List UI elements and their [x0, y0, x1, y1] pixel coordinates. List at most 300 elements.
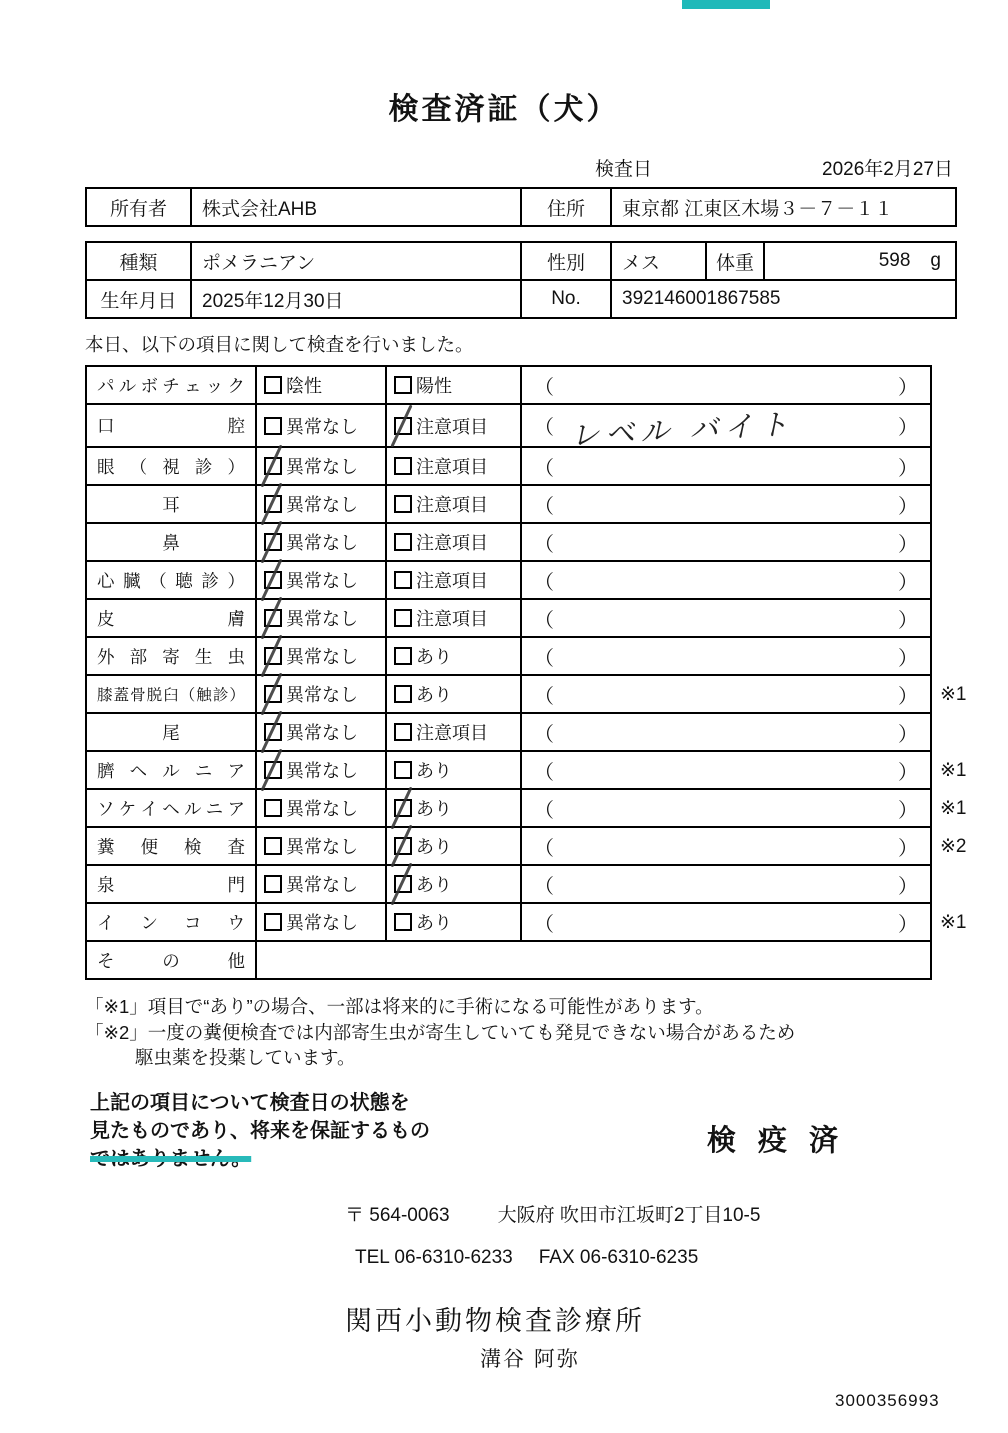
clinic-fax: FAX 06-6310-6235 [538, 1246, 699, 1268]
footnote-mark [931, 637, 976, 675]
paren-close: ） [898, 376, 918, 399]
exam-item-name [86, 485, 256, 523]
checkbox-label: 異常なし [286, 723, 358, 743]
checkbox [394, 376, 412, 394]
paren-close: ） [898, 723, 918, 746]
exam-row [86, 713, 976, 751]
exam-table-body [86, 366, 976, 979]
exam-item-name [86, 637, 256, 675]
exam-comment-cell [521, 561, 931, 599]
checkbox [264, 875, 282, 893]
exam-comment-cell [521, 865, 931, 903]
checkbox [394, 685, 412, 703]
exam-item-label [97, 910, 245, 935]
exam-item-label [97, 492, 245, 517]
clinic-address-line [345, 1200, 1008, 1227]
exam-item-name [86, 523, 256, 561]
exam-item-name [86, 751, 256, 789]
owner-table [85, 187, 957, 227]
exam-date-row [595, 154, 953, 181]
item-char: の [162, 950, 180, 971]
footnote-mark [931, 941, 976, 979]
checkbox-label: 注意項目 [416, 533, 488, 553]
item-char: ボ [140, 375, 158, 396]
breed-label: 種類 [86, 242, 191, 280]
exam-option-first [256, 561, 386, 599]
exam-option-second [386, 637, 521, 675]
paren-inner [534, 676, 918, 712]
paren-inner [534, 790, 918, 826]
weight-label: 体重 [706, 242, 764, 280]
exam-item-name [86, 447, 256, 485]
exam-item-label [97, 644, 245, 669]
exam-item-label [97, 834, 245, 859]
item-char: 尾 [162, 722, 180, 743]
checkbox [394, 495, 412, 513]
item-char: ヘ [162, 798, 180, 819]
footnote-mark: ※1 [940, 797, 967, 819]
exam-option-first [256, 789, 386, 827]
checkbox-label: 注意項目 [416, 416, 488, 437]
item-char: パ [97, 375, 115, 396]
checkbox [394, 913, 412, 931]
paren-inner [534, 638, 918, 674]
footnote-mark [931, 404, 976, 447]
item-char: 骨 [130, 687, 146, 704]
checkbox [264, 495, 282, 513]
checkbox [264, 457, 282, 475]
item-char: 膚 [227, 608, 245, 629]
exam-item-label [97, 720, 245, 745]
item-char: ニ [205, 798, 224, 819]
paren-inner [534, 714, 918, 750]
item-char: 糞 [97, 836, 115, 857]
checkbox-label: あり [416, 913, 452, 933]
item-char: 虫 [227, 646, 245, 667]
clinic-address: 大阪府 吹田市江坂町2丁目10-5 [497, 1204, 761, 1226]
exam-option-second [386, 447, 521, 485]
footnote-mark: ※1 [940, 911, 967, 933]
owner-value: 株式会社AHB [191, 188, 521, 226]
exam-option-first [256, 637, 386, 675]
exam-option-first [256, 903, 386, 941]
footnote-mark [931, 713, 976, 751]
exam-option-second [386, 789, 521, 827]
birth-row [86, 280, 956, 318]
breed-row [86, 242, 956, 280]
paren-close: ） [898, 875, 918, 898]
birth-label: 生年月日 [86, 280, 191, 318]
birth-value: 2025年12月30日 [191, 280, 521, 318]
exam-comment-cell [521, 789, 931, 827]
exam-comment-cell [521, 637, 931, 675]
checkbox-label: 異常なし [286, 875, 358, 895]
checkbox [264, 571, 282, 589]
item-char: イ [97, 912, 115, 933]
exam-option-first [256, 865, 386, 903]
exam-item-label [97, 606, 245, 631]
exam-item-name [86, 865, 256, 903]
item-char: 便 [140, 836, 158, 857]
exam-option-second [386, 903, 521, 941]
exam-row [86, 827, 976, 865]
intro-text: 本日、以下の項目に関して検査を行いました。 [85, 334, 474, 355]
footnote-mark [931, 599, 976, 637]
item-char: 臍 [97, 760, 115, 781]
footnote-mark [931, 523, 976, 561]
checkbox [394, 609, 412, 627]
checkbox-label: 異常なし [286, 647, 358, 667]
checkbox-label: あり [416, 799, 452, 819]
footnote-mark [931, 561, 976, 599]
checkbox-label: 注意項目 [416, 457, 488, 477]
sex-label: 性別 [521, 242, 611, 280]
item-char: ン [140, 912, 158, 933]
item-char: 部 [129, 646, 148, 667]
checkbox-label: 陰性 [286, 376, 322, 396]
id-number-label: No. [521, 280, 611, 318]
paren-open: （ [534, 761, 554, 784]
breed-value: ポメラニアン [191, 242, 521, 280]
footnote-mark [931, 485, 976, 523]
paren-open: （ [534, 376, 554, 399]
exam-option-second [386, 827, 521, 865]
paren-close: ） [898, 457, 918, 480]
exam-row [86, 523, 976, 561]
paren-close: ） [898, 761, 918, 784]
exam-option-second [386, 865, 521, 903]
exam-item-name [86, 713, 256, 751]
paren-close: ） [898, 495, 918, 518]
exam-comment-cell [521, 675, 931, 713]
exam-option-second [386, 599, 521, 637]
paren-open: （ [534, 571, 554, 594]
weight-unit: g [930, 250, 941, 271]
checkbox-label: 注意項目 [416, 495, 488, 515]
item-char: ケ [118, 798, 137, 819]
item-char: 臼 [163, 687, 179, 704]
exam-row [86, 789, 976, 827]
disclaimer-line-1: 上記の項目について検査日の状態を [90, 1091, 410, 1114]
exam-comment-cell [521, 404, 931, 453]
exam-comment-cell [521, 713, 931, 751]
item-char: ） [227, 456, 245, 477]
item-char: 検 [184, 836, 202, 857]
item-char: （ [129, 456, 148, 477]
item-char: 診 [201, 570, 219, 591]
item-char: 診 [212, 687, 229, 704]
paren-close: ） [898, 571, 918, 594]
dog-info-table [85, 241, 957, 319]
paren-open: （ [534, 913, 554, 936]
checkbox [394, 571, 412, 589]
handwritten-check-mark [260, 483, 282, 526]
paren-close: ） [898, 799, 918, 822]
exam-item-label [97, 530, 245, 555]
footnote-mark [931, 366, 976, 404]
paren-open: （ [534, 875, 554, 898]
checkbox [264, 417, 282, 435]
disclaimer-line-3-highlighted: ではありません。 [90, 1148, 252, 1171]
checkbox [264, 533, 282, 551]
item-char: 鼻 [162, 532, 180, 553]
exam-item-label [97, 796, 245, 821]
exam-option-second [386, 751, 521, 789]
paren-inner [534, 752, 918, 788]
handwritten-check-mark [390, 825, 412, 868]
disclaimer-statement [90, 1089, 950, 1174]
item-char: ソ [97, 798, 115, 819]
item-char: 生 [194, 646, 213, 667]
exam-row [86, 404, 976, 447]
item-char: 寄 [162, 646, 180, 667]
handwritten-check-mark [260, 635, 282, 678]
checkbox-label: 異常なし [286, 913, 358, 933]
paren-open: （ [534, 723, 554, 746]
item-char: 臓 [123, 570, 141, 591]
exam-option-first [256, 827, 386, 865]
exam-comment-cell [521, 599, 931, 637]
weight-number: 598 [878, 250, 911, 271]
paren-open: （ [534, 609, 554, 632]
checkbox-label: 陽性 [416, 376, 452, 396]
checkbox [394, 417, 412, 435]
paren-open: （ [534, 457, 554, 480]
exam-row [86, 447, 976, 485]
checkbox [264, 799, 282, 817]
handwritten-check-mark [260, 749, 282, 792]
exam-option-first [256, 751, 386, 789]
veterinarian-name: 溝谷 阿弥 [480, 1347, 580, 1371]
paren-open: （ [534, 417, 554, 439]
checkbox-label: あり [416, 837, 452, 857]
item-char: （ [179, 687, 196, 704]
address-label: 住所 [521, 188, 611, 226]
exam-option-first [256, 675, 386, 713]
footnote-mark: ※1 [940, 683, 967, 705]
exam-option-first [256, 599, 386, 637]
item-char: 触 [196, 687, 212, 704]
exam-option-second [386, 523, 521, 561]
paren-inner [534, 828, 918, 864]
exam-option-second [386, 713, 521, 751]
paren-inner [534, 405, 918, 453]
item-char: 他 [227, 950, 245, 971]
item-char: 膝 [97, 687, 113, 704]
footnotes [85, 994, 1008, 1071]
item-char: 泉 [97, 874, 115, 895]
checkbox-label: 異常なし [286, 416, 358, 437]
exam-option-second [386, 675, 521, 713]
exam-item-name [86, 404, 256, 447]
exam-option-first [256, 447, 386, 485]
exam-item-name [86, 789, 256, 827]
exam-row [86, 599, 976, 637]
checkbox-label: 異常なし [286, 799, 358, 819]
exam-item-label [97, 454, 245, 479]
checkbox [394, 799, 412, 817]
paren-inner [534, 600, 918, 636]
checkbox-label: 異常なし [286, 761, 358, 781]
footnote-mark [931, 447, 976, 485]
item-char: ヘ [129, 760, 148, 781]
exam-item-label [97, 413, 245, 438]
item-char: 心 [97, 570, 115, 591]
exam-comment-cell [521, 903, 931, 941]
paren-open: （ [534, 685, 554, 708]
disclaimer-line-2: 見たものであり、将来を保証するもの [90, 1119, 430, 1142]
checkbox [264, 609, 282, 627]
paren-inner [534, 562, 918, 598]
paren-close: ） [898, 609, 918, 632]
paren-open: （ [534, 799, 554, 822]
item-char: チ [162, 375, 180, 396]
handwritten-check-mark [260, 673, 282, 716]
checkbox-label: 注意項目 [416, 609, 488, 629]
item-char: 門 [227, 874, 245, 895]
item-char: そ [97, 950, 115, 971]
item-char: ア [227, 760, 245, 781]
item-char: 査 [227, 836, 245, 857]
owner-row [86, 188, 956, 226]
handwritten-check-mark [390, 863, 412, 906]
exam-row [86, 561, 976, 599]
paren-close: ） [898, 837, 918, 860]
exam-item-label [97, 948, 245, 973]
checkbox [394, 457, 412, 475]
exam-date-label: 検査日 [595, 159, 653, 180]
paren-open: （ [534, 647, 554, 670]
paren-close: ） [898, 913, 918, 936]
exam-row [86, 865, 976, 903]
item-char: （ [149, 570, 167, 591]
item-char: ） [227, 570, 245, 591]
checkbox [394, 875, 412, 893]
scanner-teal-mark [682, 0, 770, 9]
item-char: ア [227, 798, 245, 819]
item-char: 視 [162, 456, 180, 477]
exam-item-label [97, 758, 245, 783]
item-char: 蓋 [113, 687, 130, 704]
paren-open: （ [534, 533, 554, 556]
exam-item-name [86, 675, 256, 713]
checkbox [264, 837, 282, 855]
item-char: ェ [184, 375, 202, 396]
item-char: 外 [97, 646, 115, 667]
item-char: 腔 [227, 416, 245, 436]
paren-inner [534, 486, 918, 522]
item-char: ク [227, 375, 245, 396]
checkbox-label: あり [416, 647, 452, 667]
item-char: 耳 [162, 494, 180, 515]
item-char: ウ [227, 912, 245, 933]
exam-option-second [386, 561, 521, 599]
exam-row [86, 751, 976, 789]
item-char: 皮 [97, 608, 115, 629]
handwritten-check-mark [390, 787, 412, 830]
owner-label: 所有者 [86, 188, 191, 226]
clinic-contact-line [355, 1247, 1008, 1269]
handwritten-check-mark [390, 404, 412, 447]
checkbox-label: 異常なし [286, 685, 358, 705]
checkbox [264, 913, 282, 931]
paren-open: （ [534, 495, 554, 518]
exam-row [86, 903, 976, 941]
exam-comment-cell [521, 827, 931, 865]
item-char: コ [184, 912, 202, 933]
exam-option-first [256, 485, 386, 523]
clinic-tel: TEL 06-6310-6233 [355, 1246, 513, 1268]
exam-option-first [256, 713, 386, 751]
postal-code: 〒 564-0063 [345, 1204, 450, 1226]
checkbox [394, 647, 412, 665]
checkbox [264, 647, 282, 665]
footnote-2: 「※2」一度の糞便検査では内部寄生虫が寄生していても発見できない場合があるため [85, 1021, 796, 1043]
checkbox-label: 異常なし [286, 571, 358, 591]
exam-item-label [97, 683, 245, 705]
footnote-2-continued: 駆虫薬を投薬しています。 [135, 1047, 356, 1069]
exam-table [85, 365, 977, 980]
item-char: ル [162, 760, 180, 781]
page-title: 検査済証（犬） [388, 93, 620, 126]
handwritten-comment: レベル バイト [569, 408, 795, 453]
paren-open: （ [534, 837, 554, 860]
exam-option-second [386, 366, 521, 404]
checkbox-label: 異常なし [286, 533, 358, 553]
exam-comment-cell [521, 751, 931, 789]
checkbox [394, 761, 412, 779]
checkbox-label: あり [416, 761, 452, 781]
exam-item-label [97, 373, 245, 398]
paren-inner [534, 866, 918, 902]
item-char: 口 [97, 416, 115, 436]
handwritten-check-mark [260, 521, 282, 564]
item-char: ル [118, 375, 137, 396]
exam-date-value: 2026年2月27日 [822, 159, 953, 180]
exam-item-name [86, 599, 256, 637]
checkbox-label: あり [416, 685, 452, 705]
item-char: イ [140, 798, 158, 819]
item-char: 脱 [146, 687, 163, 704]
serial-number: 3000356993 [835, 1390, 940, 1410]
exam-item-name [86, 827, 256, 865]
checkbox [394, 837, 412, 855]
item-char: ッ [205, 375, 224, 396]
checkbox-label: 異常なし [286, 495, 358, 515]
exam-item-name [86, 561, 256, 599]
exam-option-second [386, 404, 521, 447]
handwritten-check-mark [260, 445, 282, 488]
checkbox-label: 異常なし [286, 457, 358, 477]
footnote-mark: ※1 [940, 759, 967, 781]
id-number-value: 392146001867585 [611, 280, 956, 318]
paren-close: ） [898, 533, 918, 556]
paren-close: ） [898, 417, 918, 439]
checkbox [264, 376, 282, 394]
clinic-name: 関西小動物検査診療所 [345, 1305, 645, 1336]
checkbox [394, 533, 412, 551]
checkbox [394, 723, 412, 741]
footnote-mark: ※2 [940, 835, 967, 857]
item-char: ニ [194, 760, 213, 781]
exam-row [86, 675, 976, 713]
exam-row [86, 637, 976, 675]
exam-item-label [97, 872, 245, 897]
paren-inner [534, 524, 918, 560]
exam-row [86, 485, 976, 523]
exam-comment-cell [521, 523, 931, 561]
exam-option-first [256, 404, 386, 447]
